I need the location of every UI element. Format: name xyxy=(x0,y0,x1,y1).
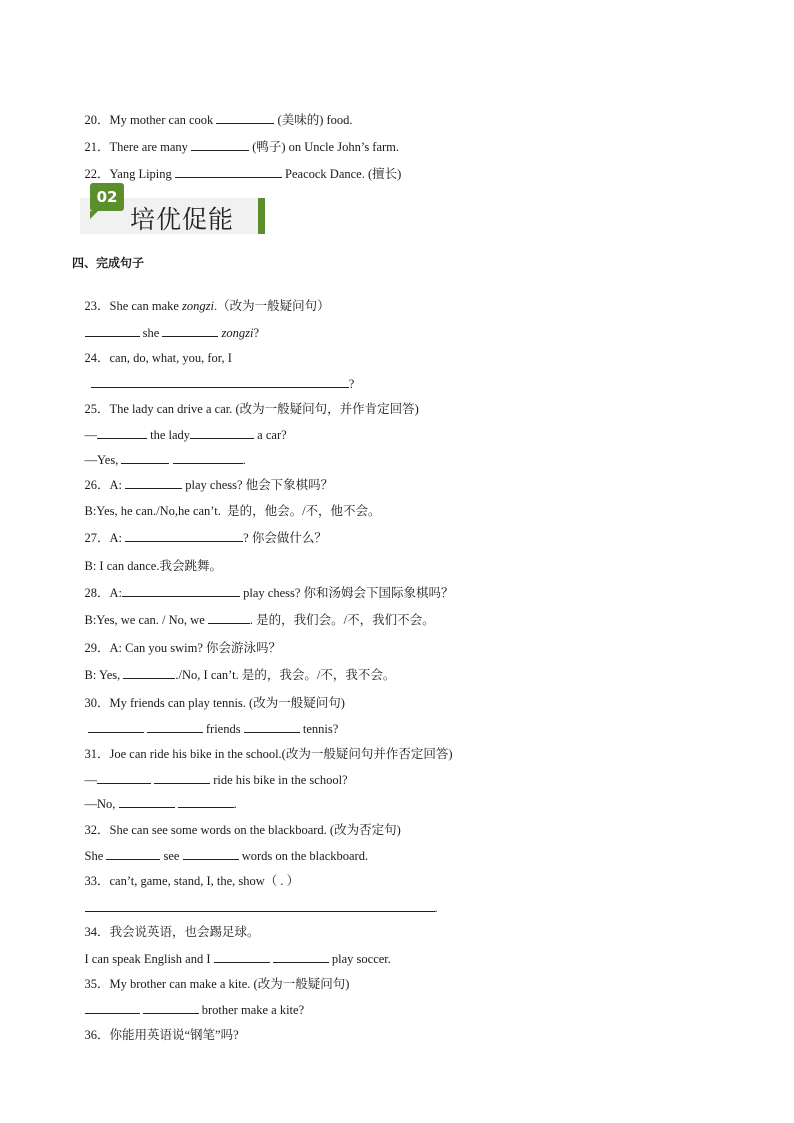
answer-line-24: ? xyxy=(72,360,354,408)
question-27: 27．A: ? 你会做什么？ xyxy=(84,531,327,545)
question-36: 36．你能用英语说“钢笔”吗? xyxy=(84,1028,239,1042)
question-29: 29．A: Can you swim? 你会游泳吗？ xyxy=(84,641,282,655)
part-heading: 四、完成句子 xyxy=(72,256,145,270)
question-20: 20．My mother can cook (美味的) food. xyxy=(84,113,353,127)
answer-blank[interactable] xyxy=(208,612,250,624)
question-25: 25．The lady can drive a car. (改为一般疑问句，并作肯定回答) xyxy=(84,402,419,416)
section-badge xyxy=(80,183,268,235)
answer-line-23: she zongzi? xyxy=(72,309,259,357)
question-30: 30．My friends can play tennis. (改为一般疑问句) xyxy=(84,696,345,710)
question-32: 32．She can see some words on the blackboard. (改为否定句) xyxy=(84,823,401,837)
answer-line-30: friends tennis? xyxy=(72,705,338,753)
question-34: 34．我会说英语，也会踢足球。 xyxy=(84,925,260,939)
question-35: 35．My brother can make a kite. (改为一般疑问句) xyxy=(84,977,350,991)
answer-line-28: B:Yes, we can. / No, we . 是的，我们会。/不，我们不会。 xyxy=(84,613,435,627)
question-33: 33．can’t, game, stand, I, the, show（ . ） xyxy=(84,874,300,888)
answer-blank[interactable] xyxy=(175,166,282,178)
section-title: 培优促能 xyxy=(130,205,235,234)
question-26: 26．A: play chess? 他会下象棋吗？ xyxy=(84,478,334,492)
answer-line-32: She see words on the blackboard. xyxy=(84,849,369,863)
answer-blank[interactable] xyxy=(123,667,175,679)
badge-tail xyxy=(90,211,98,219)
answer-line-34: I can speak English and I play soccer. xyxy=(84,952,391,966)
answer-line-33: . xyxy=(72,884,438,932)
answer-blank[interactable] xyxy=(125,530,243,542)
answer-line-27: B: I can dance.我会跳舞。 xyxy=(84,559,222,573)
answer-line-31a: — ride his bike in the school? xyxy=(84,773,348,787)
answer-line-25a: — the lady a car? xyxy=(84,428,287,442)
badge-accent-bar xyxy=(258,198,265,234)
question-23: 23．She can make zongzi.（改为一般疑问句） xyxy=(84,299,330,313)
question-22: 22．Yang Liping Peacock Dance. (擅长) xyxy=(84,167,402,181)
answer-line-35: brother make a kite? xyxy=(72,986,304,1034)
question-28: 28．A: play chess? 你和汤姆会下国际象棋吗？ xyxy=(84,586,454,600)
section-number: 02 xyxy=(90,183,124,211)
answer-line-26: B:Yes, he can./No,he can’t. 是的，他会。/不，他不会。 xyxy=(84,504,381,518)
answer-line-29: B: Yes, ./No, I can’t. 是的，我会。/不，我不会。 xyxy=(84,668,396,682)
answer-line-25b: —Yes, . xyxy=(84,453,246,467)
question-31: 31．Joe can ride his bike in the school.(改为一般疑问句并作否定回答) xyxy=(84,747,453,761)
answer-line-31b: —No, . xyxy=(84,797,237,811)
question-24: 24．can, do, what, you, for, I xyxy=(84,351,232,365)
question-21: 21．There are many (鸭子) on Uncle John’s farm. xyxy=(84,140,400,154)
